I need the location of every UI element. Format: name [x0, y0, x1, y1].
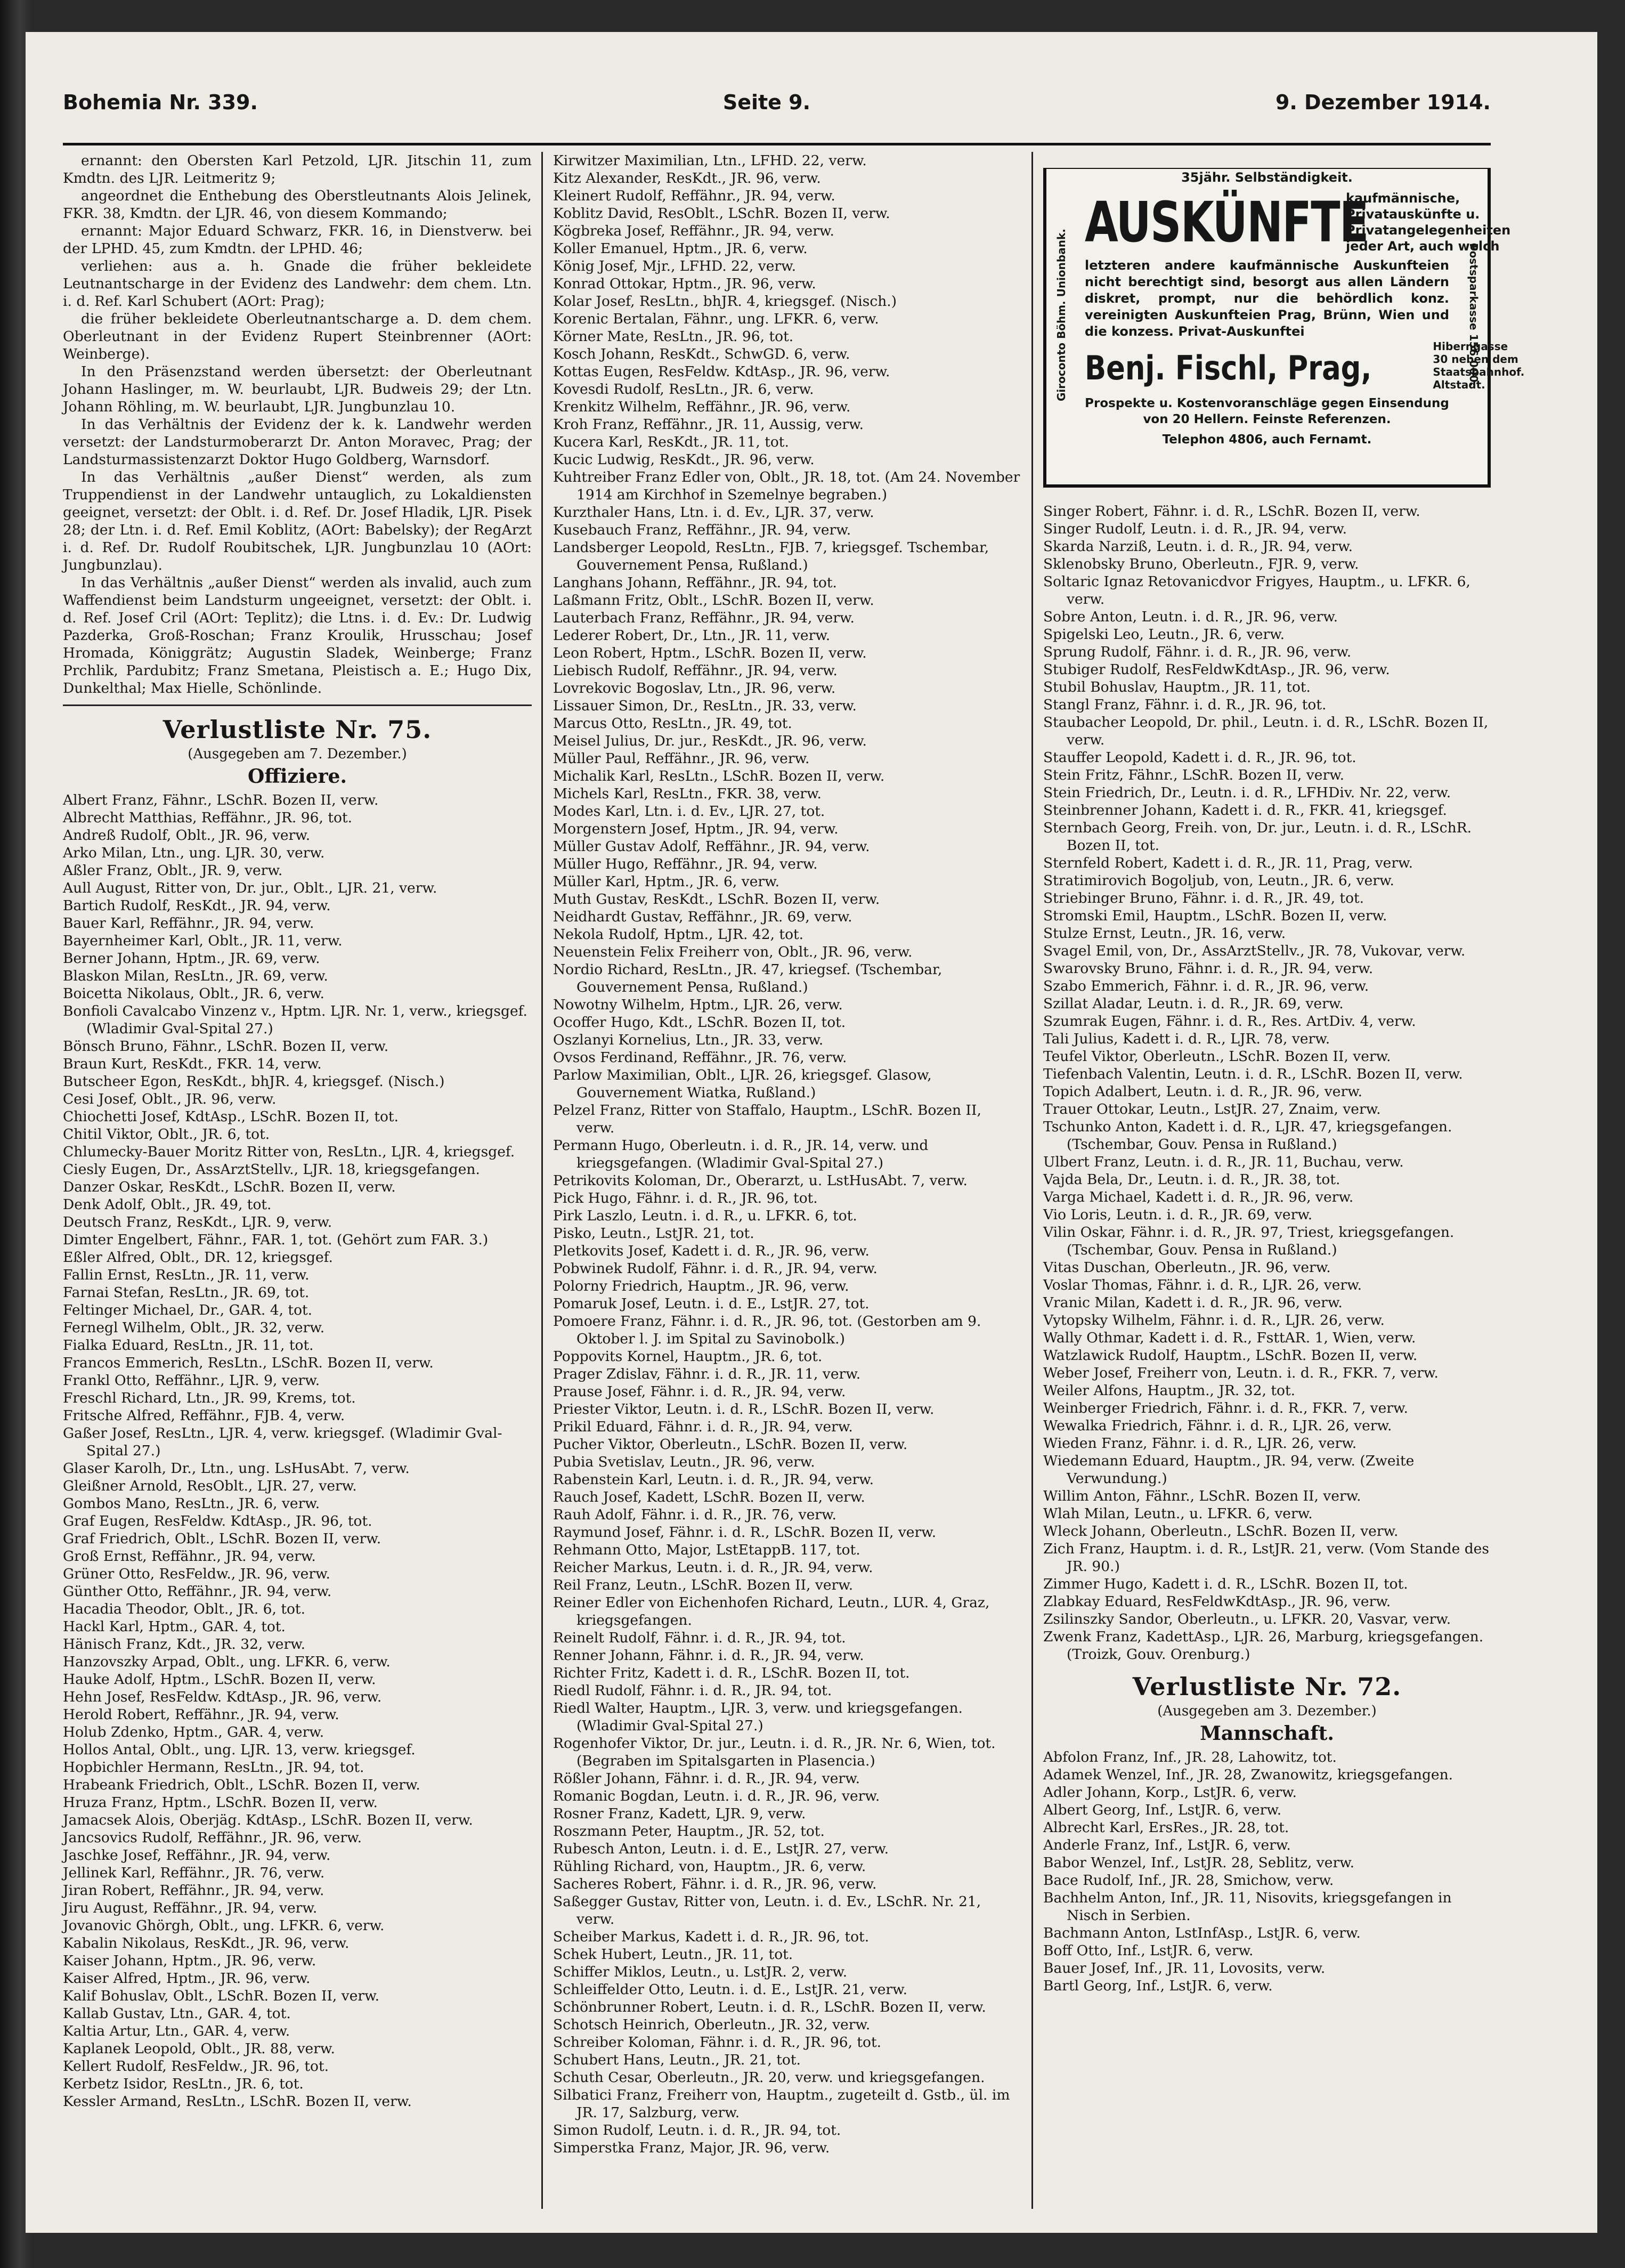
casualty-entry: Lissauer Simon, Dr., ResLtn., JR. 33, verw. — [553, 698, 857, 714]
casualty-entry: Deutsch Franz, ResKdt., LJR. 9, verw. — [63, 1214, 332, 1230]
casualty-entry: Aßler Franz, Oblt., JR. 9, verw. — [63, 862, 283, 879]
ad-headline-row — [1085, 190, 1511, 255]
casualty-entry: Meisel Julius, Dr. jur., ResKdt., JR. 96, verw. — [553, 733, 867, 749]
announcement-paragraph: die früher bekleidete Oberleutnantscharge a. D. dem chem. Oberleutnant in der Evidenz Rupert Steinbrenner (AOrt: Weinberge). — [63, 311, 532, 362]
casualty-entry: Kucera Karl, ResKdt., JR. 11, tot. — [553, 434, 789, 450]
casualty-entry: Francos Emmerich, ResLtn., LSchR. Bozen II, verw. — [63, 1355, 434, 1371]
section-title: Verlustliste Nr. 75. — [162, 715, 432, 744]
casualty-entry: Richter Fritz, Kadett i. d. R., LSchR. Bozen II, tot. — [553, 1665, 910, 1681]
casualty-entry: Wally Othmar, Kadett i. d. R., FsttAR. 1, Wien, verw. — [1043, 1330, 1416, 1346]
casualty-entry: Simon Rudolf, Leutn. i. d. R., JR. 94, tot. — [553, 2122, 841, 2139]
casualty-entry: Skarda Narziß, Leutn. i. d. R., JR. 94, verw. — [1043, 538, 1353, 555]
casualty-entry: Teufel Viktor, Oberleutn., LSchR. Bozen II, verw. — [1043, 1048, 1391, 1065]
casualty-entry: Schleiffelder Otto, Leutn. i. d. E., LstJR. 21, verw. — [553, 1981, 908, 1998]
casualty-entry: Lovrekovic Bogoslav, Ltn., JR. 96, verw. — [553, 680, 836, 696]
casualty-entry: Bachmann Anton, LstInfAsp., LstJR. 6, verw. — [1043, 1925, 1361, 1941]
casualty-list — [63, 791, 532, 2110]
casualty-entry: Braun Kurt, ResKdt., FKR. 14, verw. — [63, 1056, 322, 1072]
casualty-entry: Müller Karl, Hptm., JR. 6, verw. — [553, 873, 780, 890]
section-subtitle: (Ausgegeben am 7. Dezember.) — [188, 746, 407, 762]
casualty-entry: Modes Karl, Ltn. i. d. Ev., LJR. 27, tot. — [553, 803, 825, 820]
casualty-entry: Hehn Josef, ResFeldw. KdtAsp., JR. 96, verw. — [63, 1689, 382, 1705]
ad-side-left: Giroconto Böhm. Unionbank. — [1055, 229, 1068, 401]
casualty-entry: Bachhelm Anton, Inf., JR. 11, Nisovits, kriegsgefangen in Nisch in Serbien. — [1043, 1890, 1452, 1924]
casualty-entry: Kessler Armand, ResLtn., LSchR. Bozen II, verw. — [63, 2093, 412, 2110]
casualty-entry: Rabenstein Karl, Leutn. i. d. R., JR. 94, verw. — [553, 1471, 874, 1488]
casualty-entry: Herold Robert, Reffähnr., JR. 94, verw. — [63, 1706, 339, 1723]
casualty-entry: Bartich Rudolf, ResKdt., JR. 94, verw. — [63, 897, 331, 914]
casualty-entry: Kaplanek Leopold, Oblt., JR. 88, verw. — [63, 2040, 335, 2057]
casualty-entry: Simperstka Franz, Major, JR. 96, verw. — [553, 2140, 830, 2156]
announcement-paragraph: verliehen: aus a. h. Gnade die früher bekleidete Leutnantscharge in der Evidenz des Landwehr: dem chem. Ltn. i. d. Ref. Karl Schubert (AOrt: Prag); — [63, 258, 532, 310]
casualty-entry: Schuth Cesar, Oberleutn., JR. 20, verw. und kriegsgefangen. — [553, 2069, 985, 2086]
casualty-entry: Hackl Karl, Hptm., GAR. 4, tot. — [63, 1618, 286, 1635]
casualty-entry: Blaskon Milan, ResLtn., JR. 69, verw. — [63, 968, 328, 984]
ad-body: letzteren andere kaufmännische Auskunfteien nicht berechtigt sind, besorgt aus allen Ländern diskret, prompt, nur die behördlich konz. vereinigten Auskunfteien Prag, Brünn, Wien und die konzess. Privat-Auskunftei — [1085, 258, 1449, 339]
casualty-entry: Vytopsky Wilhelm, Fähnr. i. d. R., LJR. 26, verw. — [1043, 1312, 1385, 1329]
casualty-entry: Vilin Oskar, Fähnr. i. d. R., JR. 97, Triest, kriegsgefangen. (Tschembar, Gouv. Pensa in Rußland.) — [1043, 1224, 1455, 1258]
casualty-entry: Anderle Franz, Inf., LstJR. 6, verw. — [1043, 1837, 1291, 1853]
casualty-entry: Hanzovszky Arpad, Oblt., ung. LFKR. 6, verw. — [63, 1654, 391, 1670]
casualty-entry: Butscheer Egon, ResKdt., bhJR. 4, kriegsgef. (Nisch.) — [63, 1073, 445, 1090]
casualty-entry: Zsilinszky Sandor, Oberleutn., u. LFKR. 20, Vasvar, verw. — [1043, 1611, 1451, 1627]
casualty-entry: Freschl Richard, Ltn., JR. 99, Krems, tot. — [63, 1390, 356, 1406]
casualty-entry: Kleinert Rudolf, Reffähnr., JR. 94, verw. — [553, 188, 835, 204]
casualty-entry: Singer Rudolf, Leutn. i. d. R., JR. 94, verw. — [1043, 521, 1347, 537]
casualty-entry: Weber Josef, Freiherr von, Leutn. i. d. R., FKR. 7, verw. — [1043, 1365, 1439, 1381]
casualty-entry: Danzer Oskar, ResKdt., LSchR. Bozen II, verw. — [63, 1179, 396, 1195]
casualty-entry: Weiler Alfons, Hauptm., JR. 32, tot. — [1043, 1382, 1296, 1399]
casualty-entry: Abfolon Franz, Inf., JR. 28, Lahowitz, tot. — [1043, 1749, 1337, 1765]
advertisement-box — [1043, 168, 1525, 488]
column-divider-2 — [1031, 152, 1033, 2209]
casualty-entry: Andreß Rudolf, Oblt., JR. 96, verw. — [63, 827, 311, 844]
casualty-entry: Bonfioli Cavalcabo Vinzenz v., Hptm. LJR. Nr. 1, verw., kriegsgef. (Wladimir Gval-Spital 27.) — [63, 1003, 527, 1037]
casualty-entry: Zlabkay Eduard, ResFeldwKdtAsp., JR. 96, verw. — [1043, 1593, 1391, 1610]
ad-headline: AUSKÜNFTE — [1085, 190, 1368, 255]
header-center: Seite 9. — [722, 91, 811, 114]
casualty-entry: Michels Karl, ResLtn., FKR. 38, verw. — [553, 785, 822, 802]
casualty-entry: Weinberger Friedrich, Fähnr. i. d. R., FKR. 7, verw. — [1043, 1400, 1408, 1416]
casualty-entry: Sternfeld Robert, Kadett i. d. R., JR. 11, Prag, verw. — [1043, 855, 1413, 871]
casualty-entry: Pirk Laszlo, Leutn. i. d. R., u. LFKR. 6, tot. — [553, 1208, 857, 1224]
casualty-entry: Stauffer Leopold, Kadett i. d. R., JR. 96, tot. — [1043, 749, 1356, 766]
casualty-entry: Leon Robert, Hptm., LSchR. Bozen II, verw. — [553, 645, 867, 661]
casualty-entry: Sobre Anton, Leutn. i. d. R., JR. 96, verw. — [1043, 609, 1338, 625]
header-left: Bohemia Nr. 339. — [63, 91, 258, 114]
casualty-entry: Kottas Eugen, ResFeldw. KdtAsp., JR. 96, verw. — [553, 363, 890, 380]
casualty-entry: Günther Otto, Reffähnr., JR. 94, verw. — [63, 1583, 332, 1600]
casualty-list — [1043, 1748, 1491, 1995]
column-3 — [1043, 152, 1525, 2220]
casualty-entry: Parlow Maximilian, Oblt., LJR. 26, kriegsgef. Glasow, Gouvernement Wiatka, Rußland.) — [553, 1067, 932, 1101]
casualty-entry: Pubia Svetislav, Leutn., JR. 96, verw. — [553, 1454, 815, 1470]
announcement-paragraph: ernannt: den Obersten Karl Petzold, LJR. Jitschin 11, zum Kmdtn. des LJR. Leitmeritz 9; — [63, 152, 532, 187]
casualty-entry: Ocoffer Hugo, Kdt., LSchR. Bozen II, tot. — [553, 1014, 846, 1031]
casualty-entry: Kitz Alexander, ResKdt., JR. 96, verw. — [553, 170, 821, 187]
casualty-entry: Kosch Johann, ResKdt., SchwGD. 6, verw. — [553, 346, 850, 362]
casualty-entry: Reiner Edler von Eichenhofen Richard, Leutn., LUR. 4, Graz, kriegsgefangen. — [553, 1594, 990, 1629]
casualty-entry: Schreiber Koloman, Fähnr. i. d. R., JR. 96, tot. — [553, 2034, 882, 2051]
casualty-entry: Kusebauch Franz, Reffähnr., JR. 94, verw. — [553, 522, 851, 538]
casualty-entry: Stein Friedrich, Dr., Leutn. i. d. R., LFHDiv. Nr. 22, verw. — [1043, 784, 1451, 801]
casualty-entry: Sprung Rudolf, Fähnr. i. d. R., JR. 96, verw. — [1043, 644, 1352, 660]
casualty-entry: Willim Anton, Fähnr., LSchR. Bozen II, verw. — [1043, 1488, 1361, 1504]
casualty-entry: Koblitz David, ResOblt., LSchR. Bozen II, verw. — [553, 205, 890, 222]
casualty-entry: Farnai Stefan, ResLtn., JR. 69, tot. — [63, 1284, 310, 1301]
casualty-entry: Wleck Johann, Oberleutn., LSchR. Bozen II, verw. — [1043, 1523, 1399, 1540]
casualty-entry: Watzlawick Rudolf, Hauptm., LSchR. Bozen II, verw. — [1043, 1347, 1418, 1364]
casualty-entry: Nekola Rudolf, Hptm., LJR. 42, tot. — [553, 926, 804, 943]
casualty-entry: Vajda Bela, Dr., Leutn. i. d. R., JR. 38, tot. — [1043, 1171, 1340, 1188]
casualty-entry: Kovesdi Rudolf, ResLtn., JR. 6, verw. — [553, 381, 814, 398]
casualty-entry: Fallin Ernst, ResLtn., JR. 11, verw. — [63, 1267, 310, 1283]
casualty-entry: Gleißner Arnold, ResOblt., LJR. 27, verw. — [63, 1478, 357, 1494]
casualty-entry: Hacadia Theodor, Oblt., JR. 6, tot. — [63, 1601, 306, 1617]
casualty-entry: Körner Mate, ResLtn., JR. 96, tot. — [553, 328, 794, 345]
casualty-entry: Swarovsky Bruno, Fähnr. i. d. R., JR. 94, verw. — [1043, 960, 1374, 977]
ad-name-row — [1085, 340, 1525, 391]
casualty-entry: Stubiger Rudolf, ResFeldwKdtAsp., JR. 96, verw. — [1043, 661, 1390, 678]
ad-address: Hiberngasse 30 neben dem Staatsbahnhof. Altstadt. — [1433, 340, 1525, 391]
casualty-entry: Topich Adalbert, Leutn. i. d. R., JR. 96, verw. — [1043, 1083, 1363, 1100]
casualty-entry: Tiefenbach Valentin, Leutn. i. d. R., LSchR. Bozen II, verw. — [1043, 1066, 1463, 1082]
ad-headline-side: kaufmännische, Privatauskünfte u. Privatangelegenheiten jeder Art, auch welch — [1346, 191, 1511, 254]
casualty-entry: Trauer Ottokar, Leutn., LstJR. 27, Znaim, verw. — [1043, 1101, 1381, 1117]
casualty-entry: Renner Johann, Fähnr. i. d. R., JR. 94, verw. — [553, 1647, 864, 1664]
casualty-entry: Polorny Friedrich, Hauptm., JR. 96, verw. — [553, 1278, 849, 1294]
section-divider — [63, 704, 532, 706]
casualty-entry: Prikil Eduard, Fähnr. i. d. R., JR. 94, verw. — [553, 1419, 853, 1435]
casualty-entry: Ciesly Eugen, Dr., AssArztStellv., LJR. 18, kriegsgefangen. — [63, 1161, 480, 1178]
casualty-entry: Feltinger Michael, Dr., GAR. 4, tot. — [63, 1302, 313, 1318]
casualty-entry: Tschunko Anton, Kadett i. d. R., LJR. 47, kriegsgefangen. (Tschembar, Gouv. Pensa in Rußland.) — [1043, 1119, 1452, 1153]
casualty-entry: Wiedemann Eduard, Hauptm., JR. 94, verw. (Zweite Verwundung.) — [1043, 1453, 1415, 1487]
casualty-entry: Müller Gustav Adolf, Reffähnr., JR. 94, verw. — [553, 838, 870, 855]
section-heading: Offiziere. — [247, 765, 347, 788]
page-header — [63, 91, 1491, 128]
section-title: Verlustliste Nr. 72. — [1132, 1672, 1402, 1701]
column-divider-1 — [541, 152, 543, 2209]
casualty-entry: Fialka Eduard, ResLtn., JR. 11, tot. — [63, 1337, 314, 1354]
casualty-entry: Varga Michael, Kadett i. d. R., JR. 96, verw. — [1043, 1189, 1354, 1205]
casualty-entry: Krenkitz Wilhelm, Reffähnr., JR. 96, verw. — [553, 399, 851, 415]
casualty-entry: Rühling Richard, von, Hauptm., JR. 6, verw. — [553, 1858, 866, 1875]
casualty-entry: Sternbach Georg, Freih. von, Dr. jur., Leutn. i. d. R., LSchR. Bozen II, tot. — [1043, 820, 1472, 854]
casualty-entry: Frankl Otto, Reffähnr., LJR. 9, verw. — [63, 1372, 320, 1389]
casualty-entry: Soltaric Ignaz Retovanicdvor Frigyes, Hauptm., u. LFKR. 6, verw. — [1043, 573, 1470, 608]
casualty-entry: Kurzthaler Hans, Ltn. i. d. Ev., LJR. 37, verw. — [553, 504, 874, 521]
column-2 — [553, 152, 1022, 2220]
casualty-entry: Neidhardt Gustav, Reffähnr., JR. 69, verw. — [553, 909, 852, 925]
casualty-entry: Nordio Richard, ResLtn., JR. 47, kriegsef. (Tschembar, Gouvernement Pensa, Rußland.) — [553, 961, 943, 995]
casualty-entry: Priester Viktor, Leutn. i. d. R., LSchR. Bozen II, verw. — [553, 1401, 935, 1418]
casualty-entry: Korenic Bertalan, Fähnr., ung. LFKR. 6, verw. — [553, 311, 879, 327]
casualty-entry: Grüner Otto, ResFeldw., JR. 96, verw. — [63, 1566, 330, 1582]
announcement-paragraph: ernannt: Major Eduard Schwarz, FKR. 16, in Dienstverw. bei der LPHD. 45, zum Kmdtn. der LPHD. 46; — [63, 223, 532, 257]
casualty-entry: Pomaruk Josef, Leutn. i. d. E., LstJR. 27, tot. — [553, 1295, 870, 1312]
casualty-entry: Silbatici Franz, Freiherr von, Hauptm., zugeteilt d. Gstb., ül. im JR. 17, Salzburg, verw. — [553, 2087, 1010, 2121]
casualty-entry: Bauer Karl, Reffähnr., JR. 94, verw. — [63, 915, 314, 932]
casualty-entry: Steinbrenner Johann, Kadett i. d. R., FKR. 41, kriegsgef. — [1043, 802, 1447, 819]
casualty-entry: Stubil Bohuslav, Hauptm., JR. 11, tot. — [1043, 679, 1311, 695]
casualty-entry: Prager Zdislav, Fähnr. i. d. R., JR. 11, verw. — [553, 1366, 861, 1382]
casualty-entry: Fernegl Wilhelm, Oblt., JR. 32, verw. — [63, 1319, 325, 1336]
casualty-entry: Rosner Franz, Kadett, LJR. 9, verw. — [553, 1805, 806, 1822]
casualty-entry: Wlah Milan, Leutn., u. LFKR. 6, verw. — [1043, 1505, 1313, 1522]
casualty-entry: Vranic Milan, Kadett i. d. R., JR. 96, verw. — [1043, 1294, 1343, 1311]
ad-company-name: Benj. Fischl, Prag, — [1085, 349, 1372, 387]
casualty-entry: Cesi Josef, Oblt., JR. 96, verw. — [63, 1091, 277, 1107]
casualty-entry: Jellinek Karl, Reffähnr., JR. 76, verw. — [63, 1865, 325, 1881]
casualty-entry: Pelzel Franz, Ritter von Staffalo, Hauptm., LSchR. Bozen II, verw. — [553, 1102, 981, 1136]
casualty-entry: Müller Paul, Reffähnr., JR. 96, verw. — [553, 750, 810, 767]
casualty-entry: Vitas Duschan, Oberleutn., JR. 96, verw. — [1043, 1259, 1331, 1276]
casualty-entry: Schotsch Heinrich, Oberleutn., JR. 32, verw. — [553, 2016, 871, 2033]
casualty-entry: Stein Fritz, Fähnr., LSchR. Bozen II, verw. — [1043, 767, 1345, 783]
announcement-paragraph: In den Präsenzstand werden übersetzt: der Oberleutnant Johann Haslinger, m. W. beurlaubt, LJR. Budweis 29; der Ltn. Johann Röhling, m. W. beurlaubt, LJR. Jungbunzlau 10. — [63, 363, 532, 415]
announcement-paragraph: In das Verhältnis der Evidenz der k. k. Landwehr werden versetzt: der Landsturmoberarzt Dr. Anton Moravec, Prag; der Landsturmassistenzarzt Doktor Hugo Goldberg, Warnsdorf. — [63, 416, 532, 468]
casualty-entry: Raymund Josef, Fähnr. i. d. R., LSchR. Bozen II, verw. — [553, 1524, 937, 1541]
casualty-entry: Kalif Bohuslav, Oblt., LSchR. Bozen II, verw. — [63, 1988, 380, 2004]
casualty-entry: Ulbert Franz, Leutn. i. d. R., JR. 11, Buchau, verw. — [1043, 1154, 1404, 1170]
casualty-entry: Pick Hugo, Fähnr. i. d. R., JR. 96, tot. — [553, 1190, 818, 1206]
casualty-entry: Glaser Karolh, Dr., Ltn., ung. LsHusAbt. 7, verw. — [63, 1460, 410, 1477]
casualty-entry: Adler Johann, Korp., LstJR. 6, verw. — [1043, 1784, 1297, 1801]
casualty-entry: Poppovits Kornel, Hauptm., JR. 6, tot. — [553, 1348, 823, 1365]
casualty-entry: Albrecht Matthias, Reffähnr., JR. 96, tot. — [63, 809, 353, 826]
announcement-paragraph: angeordnet die Enthebung des Oberstleutnants Alois Jelinek, FKR. 38, Kmdtn. der LJR. 46, von diesem Kommando; — [63, 188, 532, 222]
casualty-entry: Laßmann Fritz, Oblt., LSchR. Bozen II, verw. — [553, 592, 874, 609]
newspaper-page — [26, 32, 1597, 2233]
header-right: 9. Dezember 1914. — [1275, 91, 1491, 114]
casualty-entry: Rubesch Anton, Leutn. i. d. E., LstJR. 27, verw. — [553, 1841, 889, 1857]
casualty-entry: Hopbichler Hermann, ResLtn., JR. 94, tot. — [63, 1759, 364, 1776]
casualty-entry: Schiffer Miklos, Leutn., u. LstJR. 2, verw. — [553, 1964, 848, 1980]
casualty-entry: Morgenstern Josef, Hptm., JR. 94, verw. — [553, 821, 839, 837]
casualty-entry: Bartl Georg, Inf., LstJR. 6, verw. — [1043, 1978, 1273, 1994]
casualty-entry: Kroh Franz, Reffähnr., JR. 11, Aussig, verw. — [553, 416, 864, 433]
casualty-entry: Muth Gustav, ResKdt., LSchR. Bozen II, verw. — [553, 891, 880, 908]
casualty-entry: Boff Otto, Inf., LstJR. 6, verw. — [1043, 1942, 1254, 1959]
casualty-entry: Landsberger Leopold, ResLtn., FJB. 7, kriegsgef. Tschembar, Gouvernement Pensa, Rußland.) — [553, 539, 989, 573]
casualty-entry: Konrad Ottokar, Hptm., JR. 96, verw. — [553, 276, 816, 292]
casualty-entry: Sacheres Robert, Fähnr. i. d. R., JR. 96, verw. — [553, 1876, 877, 1892]
casualty-entry: Kallab Gustav, Ltn., GAR. 4, tot. — [63, 2005, 291, 2022]
casualty-entry: Bauer Josef, Inf., JR. 11, Lovosits, verw. — [1043, 1960, 1326, 1977]
casualty-entry: Schek Hubert, Leutn., JR. 11, tot. — [553, 1946, 793, 1963]
casualty-entry: Kabalin Nikolaus, ResKdt., JR. 96, verw. — [63, 1935, 350, 1951]
ad-prospekte: Prospekte u. Kostenvoranschläge gegen Einsendung von 20 Hellern. Feinste Referenzen. — [1085, 396, 1449, 426]
casualty-entry: Jaschke Josef, Reffähnr., JR. 94, verw. — [63, 1847, 331, 1864]
casualty-entry: Jiru August, Reffähnr., JR. 94, verw. — [63, 1900, 318, 1916]
casualty-entry: Graf Eugen, ResFeldw. KdtAsp., JR. 96, tot. — [63, 1513, 372, 1529]
casualty-entry: Berner Johann, Hptm., JR. 69, verw. — [63, 950, 320, 967]
casualty-entry: Zimmer Hugo, Kadett i. d. R., LSchR. Bozen II, tot. — [1043, 1576, 1408, 1592]
casualty-entry: Kögbreka Josef, Reffähnr., JR. 94, verw. — [553, 223, 834, 239]
casualty-entry: Gombos Mano, ResLtn., JR. 6, verw. — [63, 1495, 320, 1512]
casualty-entry: Nowotny Wilhelm, Hptm., LJR. 26, verw. — [553, 997, 843, 1013]
casualty-entry: Kuhtreiber Franz Edler von, Oblt., JR. 18, tot. (Am 24. November 1914 am Kirchhof in Szemelnye begraben.) — [553, 469, 1020, 503]
casualty-entry: Chlumecky-Bauer Moritz Ritter von, ResLtn., LJR. 4, kriegsgef. — [63, 1144, 515, 1160]
header-rule — [63, 143, 1491, 145]
casualty-entry: Marcus Otto, ResLtn., JR. 49, tot. — [553, 715, 792, 732]
casualty-list — [1043, 503, 1491, 1663]
casualty-entry: Rauh Adolf, Fähnr. i. d. R., JR. 76, verw. — [553, 1506, 836, 1523]
casualty-entry: Singer Robert, Fähnr. i. d. R., LSchR. Bozen II, verw. — [1043, 503, 1420, 520]
casualty-entry: Hauke Adolf, Hptm., LSchR. Bozen II, verw. — [63, 1671, 376, 1688]
casualty-entry: Wieden Franz, Fähnr. i. d. R., LJR. 26, verw. — [1043, 1435, 1357, 1452]
casualty-entry: Kucic Ludwig, ResKdt., JR. 96, verw. — [553, 451, 815, 468]
casualty-entry: Kaiser Johann, Hptm., JR. 96, verw. — [63, 1953, 316, 1969]
casualty-entry: Arko Milan, Ltn., ung. LJR. 30, verw. — [63, 845, 325, 861]
casualty-entry: Kolar Josef, ResLtn., bhJR. 4, kriegsgef. (Nisch.) — [553, 293, 897, 310]
casualty-entry: Stulze Ernst, Leutn., JR. 16, verw. — [1043, 925, 1286, 942]
casualty-entry: Aull August, Ritter von, Dr. jur., Oblt., LJR. 21, verw. — [63, 880, 437, 896]
casualty-entry: Eßler Alfred, Oblt., DR. 12, kriegsgef. — [63, 1249, 333, 1266]
casualty-entry: Babor Wenzel, Inf., LstJR. 28, Seblitz, verw. — [1043, 1854, 1355, 1871]
casualty-entry: Hruza Franz, Hptm., LSchR. Bozen II, verw. — [63, 1794, 378, 1811]
casualty-entry: Reil Franz, Leutn., LSchR. Bozen II, verw. — [553, 1577, 854, 1593]
casualty-entry: Szabo Emmerich, Fähnr. i. d. R., JR. 96, verw. — [1043, 978, 1369, 994]
announcement-paragraph: In das Verhältnis „außer Dienst“ werden, als zum Truppendienst in der Landwehr untauglich, zu Lokaldiensten geeignet, versetzt: der Oblt. i. d. Ref. Dr. Josef Hladik, LJR. Pisek 28; der Ltn. i. d. Ref. Emil Koblitz, (AOrt: Babelsky); der RegArzt i. d. Ref. Dr. Rudolf Roubitschek, LJR. Jungbunzlau 10 (AOrt: Jungbunzlau). — [63, 469, 532, 573]
casualty-entry: Schubert Hans, Leutn., JR. 21, tot. — [553, 2052, 801, 2068]
casualty-entry: Jovanovic Ghörgh, Oblt., ung. LFKR. 6, verw. — [63, 1917, 385, 1934]
casualty-entry: Hollos Antal, Oblt., ung. LJR. 13, verw. kriegsgef. — [63, 1742, 416, 1758]
casualty-entry: Holub Zdenko, Hptm., GAR. 4, verw. — [63, 1724, 324, 1740]
casualty-entry: Müller Hugo, Reffähnr., JR. 94, verw. — [553, 856, 818, 872]
casualty-entry: Scheiber Markus, Kadett i. d. R., JR. 96, tot. — [553, 1929, 870, 1945]
casualty-entry: Kirwitzer Maximilian, Ltn., LFHD. 22, verw. — [553, 152, 867, 169]
casualty-entry: Jancsovics Rudolf, Reffähnr., JR. 96, verw. — [63, 1829, 362, 1846]
casualty-entry: Stratimirovich Bogoljub, von, Leutn., JR. 6, verw. — [1043, 872, 1394, 889]
ad-telephone: Telephon 4806, auch Fernamt. — [1162, 433, 1372, 447]
casualty-entry: Zwenk Franz, KadettAsp., LJR. 26, Marburg, kriegsgefangen. (Troizk, Gouv. Orenburg.) — [1043, 1629, 1484, 1663]
casualty-entry: Spigelski Leo, Leutn., JR. 6, verw. — [1043, 626, 1285, 643]
casualty-entry: Voslar Thomas, Fähnr. i. d. R., LJR. 26, verw. — [1043, 1277, 1362, 1293]
casualty-entry: Neuenstein Felix Freiherr von, Oblt., JR. 96, verw. — [553, 944, 913, 960]
casualty-entry: Graf Friedrich, Oblt., LSchR. Bozen II, verw. — [63, 1530, 381, 1547]
casualty-entry: Pucher Viktor, Oberleutn., LSchR. Bozen II, verw. — [553, 1436, 908, 1453]
casualty-entry: Riedl Rudolf, Fähnr. i. d. R., JR. 94, tot. — [553, 1682, 832, 1699]
casualty-entry: Tali Julius, Kadett i. d. R., LJR. 78, verw. — [1043, 1031, 1330, 1047]
casualty-entry: Pobwinek Rudolf, Fähnr. i. d. R., JR. 94, verw. — [553, 1260, 878, 1277]
casualty-entry: Szumrak Eugen, Fähnr. i. d. R., Res. ArtDiv. 4, verw. — [1043, 1013, 1416, 1030]
casualty-list — [553, 152, 1022, 2157]
casualty-entry: Chitil Viktor, Oblt., JR. 6, tot. — [63, 1126, 270, 1143]
casualty-entry: Rehmann Otto, Major, LstEtappB. 117, tot. — [553, 1542, 860, 1558]
casualty-entry: Hänisch Franz, Kdt., JR. 32, verw. — [63, 1636, 306, 1653]
casualty-entry: Albrecht Karl, ErsRes., JR. 28, tot. — [1043, 1819, 1289, 1836]
casualty-entry: Prause Josef, Fähnr. i. d. R., JR. 94, verw. — [553, 1383, 846, 1400]
casualty-entry: Saßegger Gustav, Ritter von, Leutn. i. d. Ev., LSchR. Nr. 21, verw. — [553, 1893, 981, 1927]
casualty-entry: Jamacsek Alois, Oberjäg. KdtAsp., LSchR. Bozen II, verw. — [63, 1812, 473, 1828]
casualty-entry: Svagel Emil, von, Dr., AssArztStellv., JR. 78, Vukovar, verw. — [1043, 943, 1466, 959]
casualty-entry: Groß Ernst, Reffähnr., JR. 94, verw. — [63, 1548, 316, 1565]
casualty-entry: Gaßer Josef, ResLtn., LJR. 4, verw. kriegsgef. (Wladimir Gval-Spital 27.) — [63, 1425, 502, 1459]
casualty-entry: Kellert Rudolf, ResFeldw., JR. 96, tot. — [63, 2058, 329, 2075]
casualty-entry: Riedl Walter, Hauptm., LJR. 3, verw. und kriegsgefangen. (Wladimir Gval-Spital 27.) — [553, 1700, 963, 1734]
casualty-entry: Kaltia Artur, Ltn., GAR. 4, verw. — [63, 2023, 290, 2039]
casualty-entry: Rogenhofer Viktor, Dr. jur., Leutn. i. d. R., JR. Nr. 6, Wien, tot. (Begraben im Spitalsgarten in Plasencia.) — [553, 1735, 996, 1769]
casualty-entry: Albert Georg, Inf., LstJR. 6, verw. — [1043, 1802, 1282, 1818]
casualty-entry: Reinelt Rudolf, Fähnr. i. d. R., JR. 94, tot. — [553, 1630, 846, 1646]
column-1 — [63, 152, 532, 2220]
casualty-entry: Dimter Engelbert, Fähnr., FAR. 1, tot. (Gehört zum FAR. 3.) — [63, 1232, 489, 1248]
casualty-entry: Lederer Robert, Dr., Ltn., JR. 11, verw. — [553, 627, 831, 644]
casualty-entry: Lauterbach Franz, Reffähnr., JR. 94, verw. — [553, 610, 855, 626]
casualty-entry: Oszlanyi Kornelius, Ltn., JR. 33, verw. — [553, 1032, 824, 1048]
casualty-entry: Pomoere Franz, Fähnr. i. d. R., JR. 96, tot. (Gestorben am 9. Oktober l. J. im Spital zu Savinobolk.) — [553, 1313, 981, 1347]
ad-top-line: 35jähr. Selbständigkeit. — [1046, 169, 1488, 187]
casualty-entry: Liebisch Rudolf, Reffähnr., JR. 94, verw. — [553, 662, 838, 679]
casualty-entry: Pisko, Leutn., LstJR. 21, tot. — [553, 1225, 754, 1242]
casualty-entry: Adamek Wenzel, Inf., JR. 28, Zwanowitz, kriegsgefangen. — [1043, 1767, 1453, 1783]
casualty-entry: Bayernheimer Karl, Oblt., JR. 11, verw. — [63, 933, 343, 949]
casualty-entry: Roszmann Peter, Hauptm., JR. 52, tot. — [553, 1823, 825, 1840]
appointments-text — [63, 152, 532, 697]
casualty-entry: Schönbrunner Robert, Leutn. i. d. R., LSchR. Bozen II, verw. — [553, 1999, 986, 2015]
casualty-entry: Szillat Aladar, Leutn. i. d. R., JR. 69, verw. — [1043, 995, 1344, 1012]
casualty-entry: Chiochetti Josef, KdtAsp., LSchR. Bozen II, tot. — [63, 1108, 399, 1125]
casualty-entry: König Josef, Mjr., LFHD. 22, verw. — [553, 258, 797, 274]
casualty-entry: Kaiser Alfred, Hptm., JR. 96, verw. — [63, 1970, 311, 1987]
casualty-entry: Ovsos Ferdinand, Reffähnr., JR. 76, verw. — [553, 1049, 847, 1066]
casualty-entry: Romanic Bogdan, Leutn. i. d. R., JR. 96, verw. — [553, 1788, 880, 1804]
casualty-entry: Bönsch Bruno, Fähnr., LSchR. Bozen II, verw. — [63, 1038, 389, 1055]
casualty-entry: Albert Franz, Fähnr., LSchR. Bozen II, verw. — [63, 792, 379, 808]
casualty-entry: Zich Franz, Hauptm. i. d. R., LstJR. 21, verw. (Vom Stande des JR. 90.) — [1043, 1541, 1489, 1575]
casualty-entry: Hrabeank Friedrich, Oblt., LSchR. Bozen II, verw. — [63, 1777, 420, 1793]
announcement-paragraph: In das Verhältnis „außer Dienst“ werden als invalid, auch zum Waffendienst beim Landsturm ungeeignet, versetzt: der Oblt. i. d. Ref. Josef Cril (AOrt: Teplitz); die Ltns. i. d. Ev.: Dr. Ludwig Pazderka, Groß-Roschan; Franz Kroulik, Hrusschau; Josef Hromada, Königgrätz; Augustin Sladek, Weinberge; Franz Prchlik, Pardubitz; Franz Smetana, Pleistisch a. E.; Hugo Dix, Dunkelthal; Max Hielle, Schönlinde. — [63, 574, 532, 696]
casualty-entry: Permann Hugo, Oberleutn. i. d. R., JR. 14, verw. und kriegsgefangen. (Wladimir Gval-Spital 27.) — [553, 1137, 929, 1171]
section-heading: Mannschaft. — [1200, 1722, 1334, 1745]
casualty-entry: Stangl Franz, Fähnr. i. d. R., JR. 96, tot. — [1043, 696, 1327, 713]
casualty-entry: Bace Rudolf, Inf., JR. 28, Smichow, verw. — [1043, 1872, 1334, 1889]
casualty-entry: Wewalka Friedrich, Fähnr. i. d. R., LJR. 26, verw. — [1043, 1418, 1392, 1434]
section-subtitle: (Ausgegeben am 3. Dezember.) — [1157, 1703, 1377, 1719]
casualty-entry: Kerbetz Isidor, ResLtn., JR. 6, tot. — [63, 2076, 304, 2092]
casualty-entry: Stromski Emil, Hauptm., LSchR. Bozen II, verw. — [1043, 908, 1387, 924]
casualty-entry: Reicher Markus, Leutn. i. d. R., JR. 94, verw. — [553, 1559, 873, 1576]
casualty-entry: Sklenobsky Bruno, Oberleutn., FJR. 9, verw. — [1043, 556, 1359, 572]
casualty-entry: Langhans Johann, Reffähnr., JR. 94, tot. — [553, 574, 837, 591]
casualty-entry: Striebinger Bruno, Fähnr. i. d. R., JR. 49, tot. — [1043, 890, 1364, 906]
casualty-entry: Petrikovits Koloman, Dr., Oberarzt, u. LstHusAbt. 7, verw. — [553, 1172, 968, 1189]
casualty-entry: Staubacher Leopold, Dr. phil., Leutn. i. d. R., LSchR. Bozen II, verw. — [1043, 714, 1489, 748]
casualty-entry: Vio Loris, Leutn. i. d. R., JR. 69, verw. — [1043, 1206, 1313, 1223]
ad-side-right: Postsparkasse 156.000. — [1467, 243, 1480, 387]
casualty-entry: Jiran Robert, Reffähnr., JR. 94, verw. — [63, 1882, 324, 1899]
casualty-entry: Koller Emanuel, Hptm., JR. 6, verw. — [553, 240, 808, 257]
casualty-entry: Rauch Josef, Kadett, LSchR. Bozen II, verw. — [553, 1489, 865, 1505]
casualty-entry: Fritsche Alfred, Reffähnr., FJB. 4, verw. — [63, 1407, 345, 1424]
casualty-entry: Rößler Johann, Fähnr. i. d. R., JR. 94, verw. — [553, 1770, 860, 1787]
casualty-entry: Boicetta Nikolaus, Oblt., JR. 6, verw. — [63, 985, 324, 1002]
casualty-entry: Denk Adolf, Oblt., JR. 49, tot. — [63, 1196, 272, 1213]
casualty-entry: Pletkovits Josef, Kadett i. d. R., JR. 96, verw. — [553, 1243, 870, 1259]
casualty-entry: Michalik Karl, ResLtn., LSchR. Bozen II, verw. — [553, 768, 885, 784]
